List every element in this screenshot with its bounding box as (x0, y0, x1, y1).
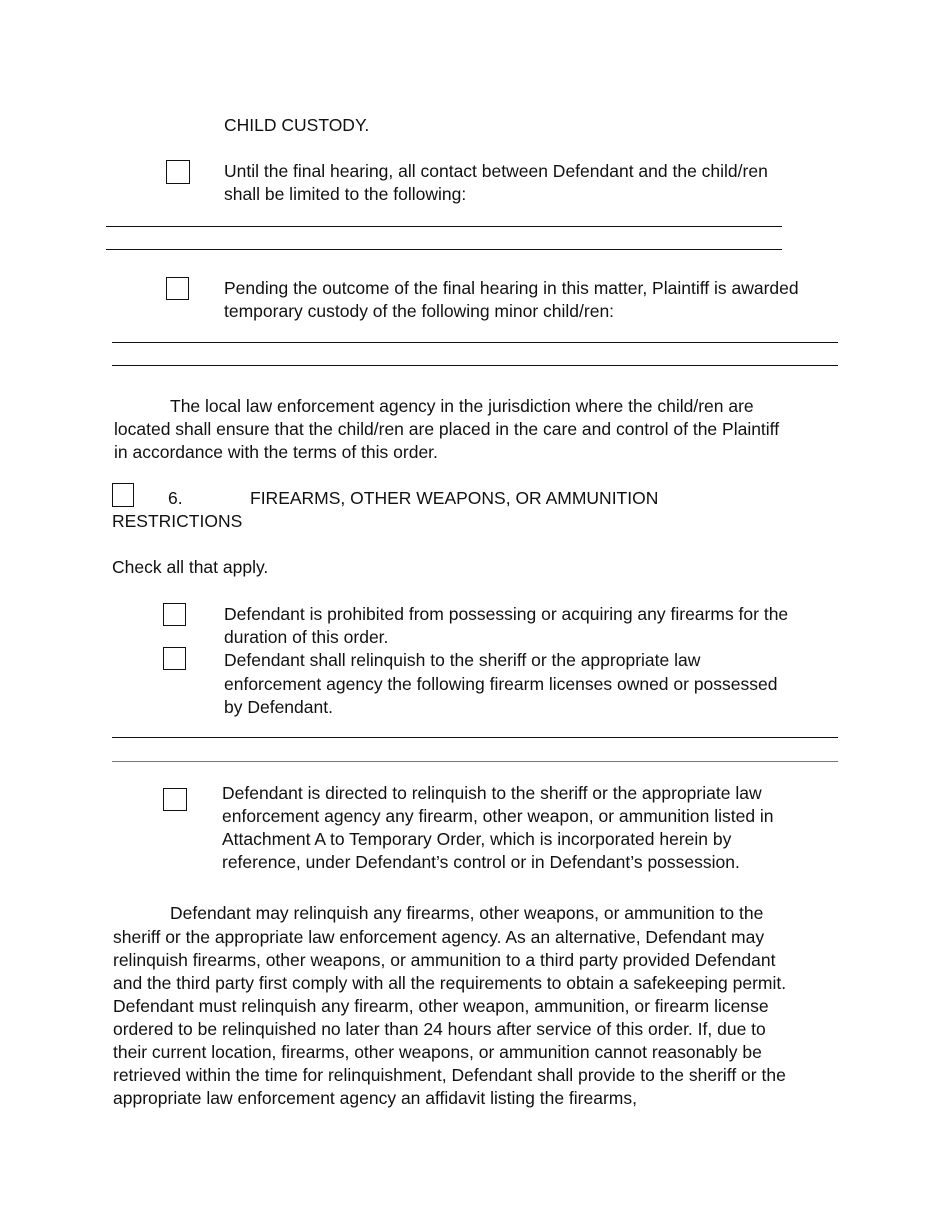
attachment-checkbox[interactable] (163, 788, 187, 811)
attachment-text-4: reference, under Defendant’s control or in Defendant’s possession. (222, 852, 740, 872)
relinquish-text-7: their current location, firearms, other weapons, or ammunition cannot reasonably be (113, 1042, 762, 1062)
contact-limit-checkbox[interactable] (166, 160, 190, 184)
relinquish-text-2: sheriff or the appropriate law enforcement agency. As an alternative, Defendant may (113, 927, 765, 947)
temporary-custody-text-2: temporary custody of the following minor child/ren: (224, 301, 615, 321)
contact-limit-text-1: Until the final hearing, all contact between Defendant and the child/ren (224, 161, 768, 181)
firearms-section-checkbox[interactable] (112, 483, 134, 507)
custody-blank-line-1[interactable] (112, 342, 838, 343)
firearms-section-title: FIREARMS, OTHER WEAPONS, OR AMMUNITION (250, 488, 659, 508)
prohibited-checkbox[interactable] (163, 603, 186, 626)
enforcement-text-1: The local law enforcement agency in the jurisdiction where the child/ren are (170, 396, 754, 416)
contact-limit-text-2: shall be limited to the following: (224, 184, 467, 204)
licenses-text-2: enforcement agency the following firearm licenses owned or possessed (224, 674, 778, 694)
prohibited-text-1: Defendant is prohibited from possessing or acquiring any firearms for the (224, 604, 789, 624)
prohibited-text-2: duration of this order. (224, 627, 389, 647)
licenses-blank-line-1[interactable] (112, 737, 838, 738)
custody-blank-line-2[interactable] (112, 365, 838, 366)
attachment-text-1: Defendant is directed to relinquish to the sheriff or the appropriate law (222, 783, 762, 803)
relinquish-text-9: appropriate law enforcement agency an affidavit listing the firearms, (113, 1088, 637, 1108)
licenses-text-1: Defendant shall relinquish to the sheriff or the appropriate law (224, 650, 701, 670)
attachment-text-3: Attachment A to Temporary Order, which is incorporated herein by (222, 829, 732, 849)
temporary-custody-text-1: Pending the outcome of the final hearing in this matter, Plaintiff is awarded (224, 278, 799, 298)
check-all-instruction: Check all that apply. (112, 557, 269, 577)
enforcement-text-3: in accordance with the terms of this order. (114, 442, 438, 462)
section-number: 6. (168, 488, 183, 508)
licenses-text-3: by Defendant. (224, 697, 333, 717)
relinquish-text-8: retrieved within the time for relinquishment, Defendant shall provide to the sheriff or the (113, 1065, 786, 1085)
relinquish-text-3: relinquish firearms, other weapons, or ammunition to a third party provided Defendant (113, 950, 776, 970)
temporary-custody-checkbox[interactable] (166, 277, 189, 300)
relinquish-text-6: ordered to be relinquished no later than 24 hours after service of this order. If, due to (113, 1019, 766, 1039)
licenses-checkbox[interactable] (163, 647, 186, 670)
custody-heading: CHILD CUSTODY. (224, 115, 370, 135)
enforcement-text-2: located shall ensure that the child/ren are placed in the care and control of the Plaintiff (114, 419, 780, 439)
licenses-blank-line-2[interactable] (112, 761, 838, 762)
relinquish-text-5: Defendant must relinquish any firearm, other weapon, ammunition, or firearm license (113, 996, 769, 1016)
contact-blank-line-2[interactable] (106, 249, 782, 250)
relinquish-text-4: and the third party first comply with all the requirements to obtain a safekeeping permit. (113, 973, 787, 993)
relinquish-text-1: Defendant may relinquish any firearms, other weapons, or ammunition to the (170, 903, 764, 923)
firearms-section-title-cont: RESTRICTIONS (112, 511, 243, 531)
attachment-text-2: enforcement agency any firearm, other weapon, or ammunition listed in (222, 806, 774, 826)
contact-blank-line-1[interactable] (106, 226, 782, 227)
